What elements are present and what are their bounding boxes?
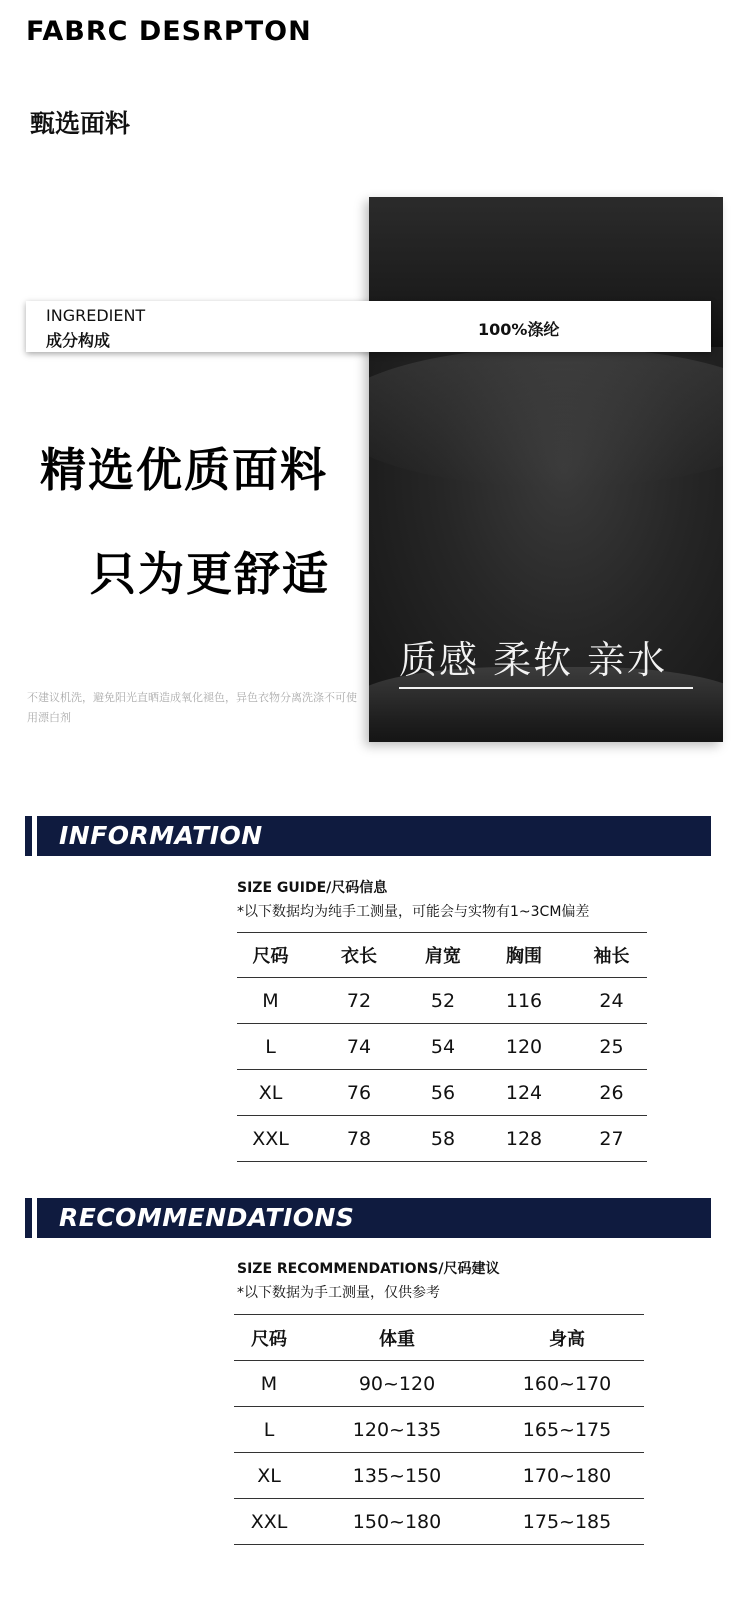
table-cell: 120 bbox=[505, 1035, 543, 1058]
table-cell: 120~135 bbox=[352, 1418, 442, 1441]
column-header: 袖长 bbox=[593, 946, 630, 967]
fabric-photo bbox=[369, 197, 723, 742]
table-row bbox=[234, 1453, 644, 1499]
page-title-en: FABRC DESRPTON bbox=[26, 16, 312, 47]
table-cell: 160~170 bbox=[522, 1372, 612, 1395]
table-row bbox=[237, 978, 647, 1024]
banner-bar bbox=[37, 816, 711, 856]
table-cell: 26 bbox=[599, 1081, 624, 1104]
size-recommendations-title: SIZE RECOMMENDATIONS/尺码建议 bbox=[237, 1261, 500, 1277]
table-cell: 74 bbox=[346, 1035, 372, 1058]
table-cell: 54 bbox=[430, 1035, 456, 1058]
table-cell: M bbox=[262, 989, 279, 1012]
size-guide-title: SIZE GUIDE/尺码信息 bbox=[237, 880, 388, 896]
table-row bbox=[234, 1407, 644, 1453]
column-header: 胸围 bbox=[506, 946, 542, 967]
table-cell: 165~175 bbox=[522, 1418, 612, 1441]
table-cell: XXL bbox=[252, 1127, 289, 1150]
size-guide-table bbox=[237, 932, 647, 1162]
size-recommendations-note: *以下数据为手工测量，仅供参考 bbox=[237, 1285, 440, 1301]
table-row bbox=[234, 1499, 644, 1545]
column-header: 肩宽 bbox=[425, 946, 461, 967]
table-cell: 135~150 bbox=[352, 1464, 442, 1487]
column-header: 衣长 bbox=[341, 946, 377, 967]
table-cell: XL bbox=[258, 1081, 283, 1104]
recommendations-banner-label: RECOMMENDATIONS bbox=[59, 1203, 355, 1232]
ingredient-label-en: INGREDIENT bbox=[46, 306, 146, 325]
recommendations-banner bbox=[25, 1198, 711, 1238]
column-header: 尺码 bbox=[252, 946, 289, 967]
table-cell: 76 bbox=[346, 1081, 372, 1104]
table-cell: L bbox=[265, 1035, 276, 1058]
caption-underline bbox=[399, 687, 693, 689]
information-banner bbox=[25, 816, 711, 856]
banner-stripe bbox=[25, 1198, 32, 1238]
fabric-fold-highlight bbox=[369, 347, 723, 487]
table-cell: XXL bbox=[250, 1510, 288, 1533]
banner-bar bbox=[37, 1198, 711, 1238]
table-cell: 90~120 bbox=[358, 1372, 436, 1395]
information-banner-label: INFORMATION bbox=[59, 821, 263, 850]
table-cell: 56 bbox=[430, 1081, 456, 1104]
table-row bbox=[237, 1116, 647, 1162]
slogan-line-1: 精选优质面料 bbox=[40, 443, 328, 497]
table-cell: M bbox=[260, 1372, 278, 1395]
table-cell: L bbox=[263, 1418, 275, 1441]
care-note: 不建议机洗，避免阳光直晒造成氧化褪色，异色衣物分离洗涤不可使用漂白剂 bbox=[27, 691, 357, 724]
ingredient-label-cn: 成分构成 bbox=[46, 331, 111, 350]
column-header: 身高 bbox=[549, 1328, 585, 1350]
table-cell: 52 bbox=[430, 989, 456, 1012]
table-cell: 128 bbox=[505, 1127, 543, 1150]
column-header: 尺码 bbox=[251, 1328, 287, 1350]
table-cell: 175~185 bbox=[522, 1510, 612, 1533]
size-guide-note: *以下数据均为纯手工测量，可能会与实物有1~3CM偏差 bbox=[237, 904, 590, 920]
ingredient-bar bbox=[26, 301, 711, 352]
table-cell: 24 bbox=[599, 989, 624, 1012]
table-cell: 170~180 bbox=[522, 1464, 612, 1487]
table-cell: 124 bbox=[505, 1081, 543, 1104]
banner-stripe bbox=[25, 816, 32, 856]
table-cell: 58 bbox=[430, 1127, 456, 1150]
table-row bbox=[237, 1070, 647, 1116]
table-cell: 78 bbox=[346, 1127, 372, 1150]
photo-caption: 质感 柔软 亲水 bbox=[399, 638, 668, 682]
table-cell: 150~180 bbox=[352, 1510, 442, 1533]
table-cell: 25 bbox=[599, 1035, 624, 1058]
page-title-cn: 甄选面料 bbox=[30, 109, 131, 138]
size-recommendations-table bbox=[234, 1314, 644, 1545]
table-header-row bbox=[234, 1315, 644, 1361]
table-row bbox=[234, 1361, 644, 1407]
table-cell: 27 bbox=[599, 1127, 624, 1150]
table-cell: 72 bbox=[346, 989, 372, 1012]
table-header-row bbox=[237, 933, 647, 978]
table-cell: XL bbox=[257, 1464, 281, 1487]
table-row bbox=[237, 1024, 647, 1070]
table-cell: 116 bbox=[505, 989, 543, 1012]
ingredient-value: 100%涤纶 bbox=[478, 320, 560, 339]
column-header: 体重 bbox=[379, 1328, 415, 1350]
slogan-line-2: 只为更舒适 bbox=[90, 547, 330, 601]
